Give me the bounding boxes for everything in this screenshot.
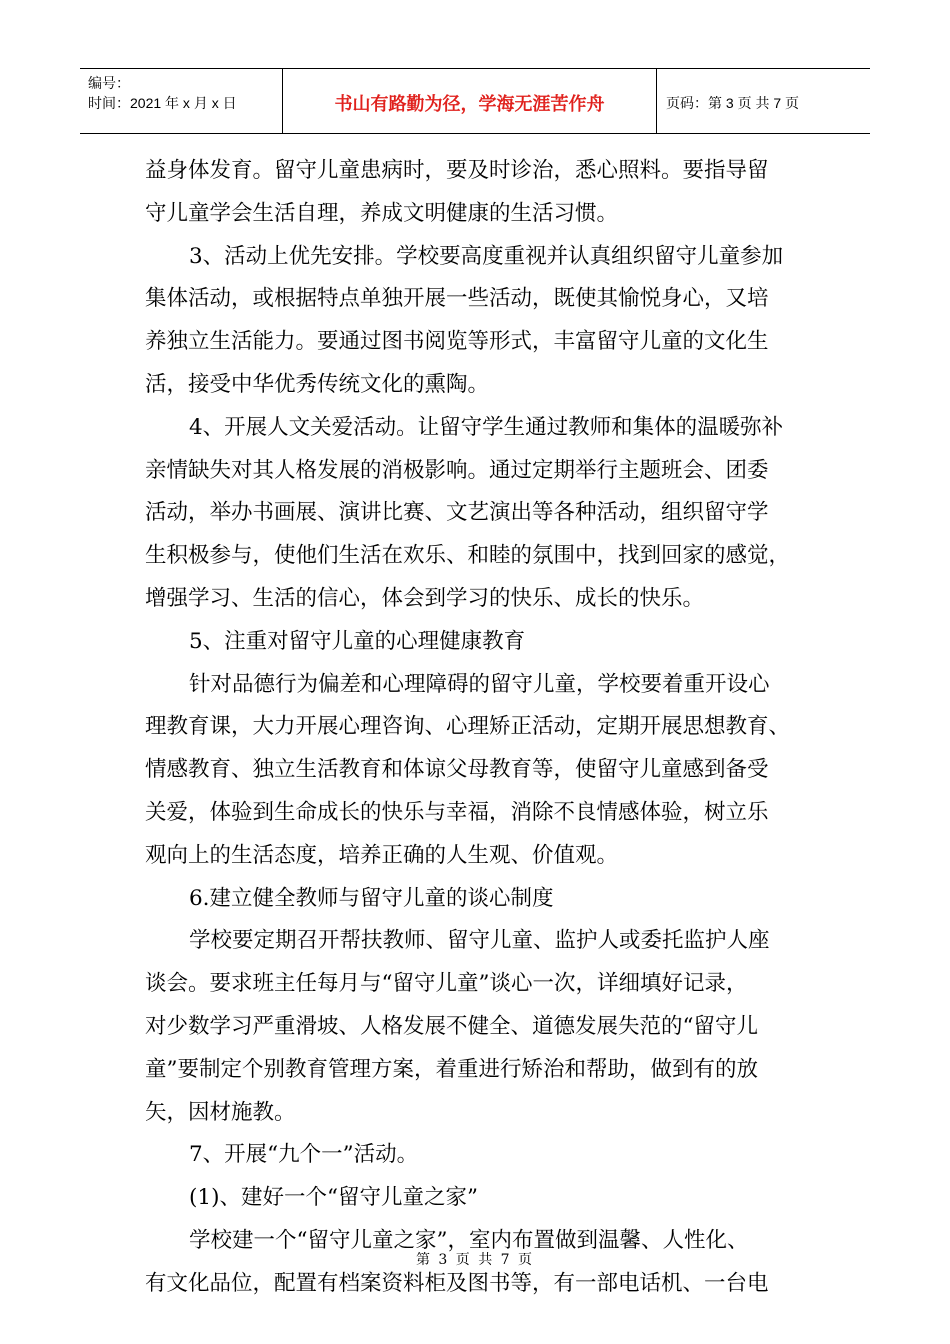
text-line: (1)、建好一个“留守儿童之家” (189, 1185, 478, 1211)
heading-talk-system (145, 878, 810, 921)
text-line: 针对品德行为偏差和心理障碍的留守儿童，学校要着重开设心 (189, 671, 770, 697)
text-line: 3、活动上优先安排。学校要高度重视并认真组织留守儿童参加 (189, 243, 784, 269)
page-header (80, 68, 870, 134)
text-line: 对少数学习严重滑坡、人格发展不健全、道德发展失范的“留守儿 (145, 1013, 758, 1039)
paragraph-activities (145, 236, 810, 407)
text-line: 活动，举办书画展、演讲比赛、文艺演出等各种活动，组织留守学 (145, 500, 769, 526)
text-line: 观向上的生活态度，培养正确的人生观、价值观。 (145, 842, 619, 868)
header-page-cell (657, 69, 870, 133)
text-line: 养独立生活能力。要通过图书阅览等形式，丰富留守儿童的文化生 (145, 329, 769, 355)
paragraph-mental-health (145, 664, 810, 878)
heading-mental-health (145, 621, 810, 664)
heading-nine-activities (145, 1134, 810, 1177)
date-label: 时间：2021 年 x 月 x 日 (88, 95, 237, 111)
text-line: 6.建立健全教师与留守儿童的谈心制度 (189, 885, 554, 911)
text-line: 活，接受中华优秀传统文化的熏陶。 (145, 371, 490, 397)
text-line: 理教育课，大力开展心理咨询、心理矫正活动，定期开展思想教育、 (145, 714, 791, 740)
text-line: 7、开展“九个一”活动。 (189, 1142, 419, 1168)
text-line: 有文化品位，配置有档案资料柜及图书等，有一部电话机、一台电 (145, 1270, 769, 1296)
text-line: 关爱，体验到生命成长的快乐与幸福，消除不良情感体验，树立乐 (145, 799, 769, 825)
paragraph-care (145, 407, 810, 621)
text-line: 5、注重对留守儿童的心理健康教育 (189, 628, 526, 654)
motto-text: 书山有路勤为径，学海无涯苦作舟 (334, 94, 605, 115)
text-line: 增强学习、生活的信心，体会到学习的快乐、成长的快乐。 (145, 585, 705, 611)
text-line: 矢，因材施教。 (145, 1099, 296, 1125)
text-line: 集体活动，或根据特点单独开展一些活动，既使其愉悦身心，又培 (145, 286, 769, 312)
number-label: 编号： (88, 75, 130, 91)
text-line: 生积极参与，使他们生活在欢乐、和睦的氛围中，找到回家的感觉， (145, 543, 791, 569)
text-line: 谈会。要求班主任每月与“留守儿童”谈心一次，详细填好记录， (145, 971, 748, 997)
page-label: 页码：第 3 页 共 7 页 (666, 95, 800, 111)
header-meta-cell (80, 69, 283, 133)
document-body (145, 150, 810, 1306)
paragraph-health (145, 150, 810, 236)
text-line: 益身体发育。留守儿童患病时，要及时诊治，悉心照料。要指导留 (145, 158, 769, 183)
text-line: 守儿童学会生活自理，养成文明健康的生活习惯。 (145, 200, 619, 226)
heading-children-home (145, 1177, 810, 1220)
text-line: 童”要制定个别教育管理方案，着重进行矫治和帮助，做到有的放 (145, 1056, 758, 1082)
text-line: 亲情缺失对其人格发展的消极影响。通过定期举行主题班会、团委 (145, 457, 769, 483)
text-line: 4、开展人文关爱活动。让留守学生通过教师和集体的温暖弥补 (189, 414, 784, 440)
page-footer: 第 3 页 共 7 页 (415, 1252, 535, 1268)
text-line: 学校要定期召开帮扶教师、留守儿童、监护人或委托监护人座 (189, 928, 770, 954)
header-motto-cell (283, 69, 657, 133)
paragraph-talk-system (145, 920, 810, 1134)
text-line: 学校建一个“留守儿童之家”，室内布置做到温馨、人性化、 (189, 1227, 749, 1253)
text-line: 情感教育、独立生活教育和体谅父母教育等，使留守儿童感到备受 (145, 757, 769, 783)
